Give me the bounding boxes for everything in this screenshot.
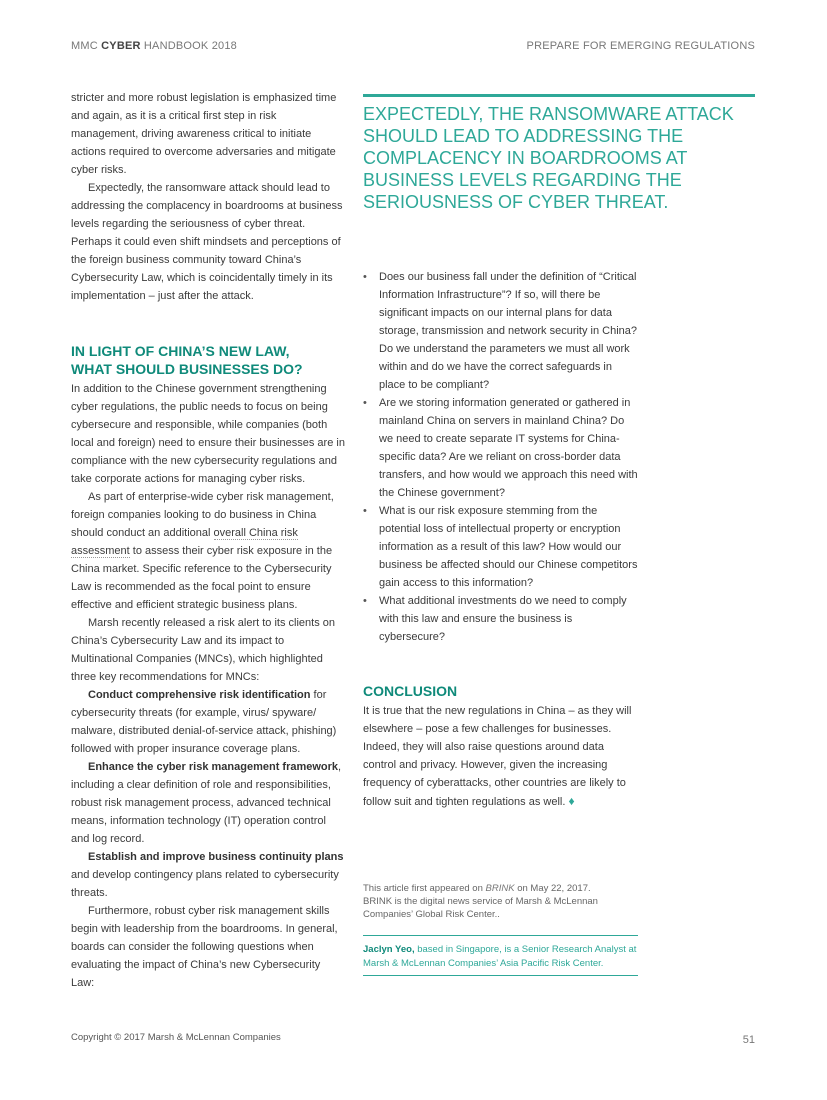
source-note-line2: BRINK is the digital news service of Marsh & McLennan Companies’ Global Risk Center.. (363, 896, 598, 920)
recommendation-1-title: Conduct comprehensive risk identification (88, 689, 311, 701)
list-item: • What additional investments do we need to comply with this law and ensure the business is cybersecure? (363, 592, 638, 646)
author-bio (363, 935, 638, 976)
p4-before: As part of enterprise-wide cyber risk management, foreign companies looking to do business in China should conduct an additional (71, 491, 334, 539)
paragraph-legislation: stricter and more robust legislation is emphasized time and again, as it is a critical first step in risk management, driving awareness critical to initiate actions required to overcome adversaries and mitigate cyber risks. (71, 92, 337, 176)
section-heading-line1: IN LIGHT OF CHINA’S NEW LAW, (71, 343, 290, 359)
conclusion-paragraph (363, 702, 638, 811)
recommendation-3-text: and develop contingency plans related to cybersecurity threats. (71, 869, 339, 899)
header-brand-bold: CYBER (101, 40, 141, 52)
recommendation-1-text: for cybersecurity threats (for example, virus/ spyware/ malware, distributed denial-of-service attack, phishing) followed with proper insurance coverage plans. (71, 689, 337, 755)
recommendation-2-text: , including a clear definition of role and responsibilities, robust risk management process, advanced technical means, information technology (IT) operation control and log record. (71, 761, 342, 845)
list-item: • Are we storing information generated or gathered in mainland China on servers in mainland China? Do we need to create separate IT systems for China-specific data? Are we reliant on cross-border data transfers, and how would we approach this need with the Chinese government? (363, 394, 638, 502)
recommendation-2 (71, 758, 345, 848)
source-note-brink: BRINK (485, 883, 515, 894)
pull-quote: EXPECTEDLY, THE RANSOMWARE ATTACK SHOULD LEAD TO ADDRESSING THE COMPLACENCY IN BOARDROOMS AT BUSINESS LEVELS REGARDING THE SERIOUSNESS OF CYBER THREAT. (363, 104, 734, 212)
author-description: based in Singapore, is a Senior Research Analyst at Marsh & McLennan Companies’ Asia Pacific Risk Center. (363, 944, 637, 969)
author-name: Jaclyn Yeo, (363, 944, 415, 955)
running-header-section: PREPARE FOR EMERGING REGULATIONS (526, 40, 755, 52)
recommendation-3 (71, 848, 345, 902)
risk-assessment-link[interactable]: overall China risk assessment (71, 527, 298, 557)
list-item: • Does our business fall under the definition of “Critical Information Infrastructure”? If so, will there be significant impacts on our internal plans for data storage, transmission and network security in China? Do we understand the parameters we must all work within and do we have the correct safeguards in place to be compliant? (363, 268, 638, 394)
page-number: 51 (742, 1034, 755, 1046)
source-note-line1 (363, 882, 638, 895)
paragraph-risk-assessment (71, 488, 345, 614)
conclusion-section (363, 682, 638, 811)
p4-after: to assess their cyber risk exposure in the China market. Specific reference to the Cybersecurity Law is recommended as the focal point to ensure effective and efficient strategic business plans. (71, 545, 333, 611)
source-note (363, 882, 638, 921)
pull-quote-rule (363, 94, 755, 97)
section-heading-line2: WHAT SHOULD BUSINESSES DO? (71, 361, 303, 377)
paragraph-marsh-alert: Marsh recently released a risk alert to its clients on China’s Cybersecurity Law and its impact to Multinational Companies (MNCs), which highlighted three key recommendations for MNCs: (71, 617, 335, 683)
board-questions-list (363, 268, 638, 646)
recommendation-3-title: Establish and improve business continuity plans (88, 851, 344, 863)
end-diamond-icon: ♦ (568, 794, 575, 808)
section-heading (71, 342, 345, 378)
right-column (363, 94, 755, 969)
recommendation-1 (71, 686, 345, 758)
running-header-title (71, 40, 237, 52)
left-column (71, 89, 345, 992)
header-brand-prefix: MMC (71, 40, 102, 52)
list-item: • What is our risk exposure stemming from the potential loss of intellectual property or encryption information as a result of this law? How would our business be affected should our Chinese competitors gain access to this information? (363, 502, 638, 592)
recommendation-2-title: Enhance the cyber risk management framework (88, 761, 339, 773)
conclusion-text: It is true that the new regulations in China – as they will elsewhere – pose a few challenges for businesses. Indeed, they will also raise questions around data control and privacy. However, given the increasing frequency of cyberattacks, other countries are likely to follow suit and tighten regulations as well. (363, 705, 632, 808)
paragraph-boards: Furthermore, robust cyber risk management skills begin with leadership from the boardrooms. In general, boards can consider the following questions when evaluating the impact of China’s new Cybersecurity Law: (71, 905, 338, 989)
header-brand-suffix: HANDBOOK 2018 (140, 40, 237, 52)
paragraph-ransomware: Expectedly, the ransomware attack should lead to addressing the complacency in boardrooms at business levels regarding the seriousness of cyber threat. Perhaps it could even shift mindsets and perceptions of the foreign business community toward China’s Cybersecurity Law, which is coincidentally timely in its implementation – just after the attack. (71, 182, 343, 302)
footer-copyright: Copyright © 2017 Marsh & McLennan Companies (71, 1032, 281, 1043)
paragraph-strengthening: In addition to the Chinese government strengthening cyber regulations, the public needs to focus on being cybersecure and responsible, while companies (both local and foreign) need to ensure their businesses are in compliance with the new cybersecurity regulations and take corporate actions for managing cyber risks. (71, 383, 345, 485)
source-note-before: This article first appeared on (363, 883, 486, 894)
conclusion-heading: CONCLUSION (363, 683, 458, 699)
source-note-after: on May 22, 2017. (514, 883, 591, 894)
